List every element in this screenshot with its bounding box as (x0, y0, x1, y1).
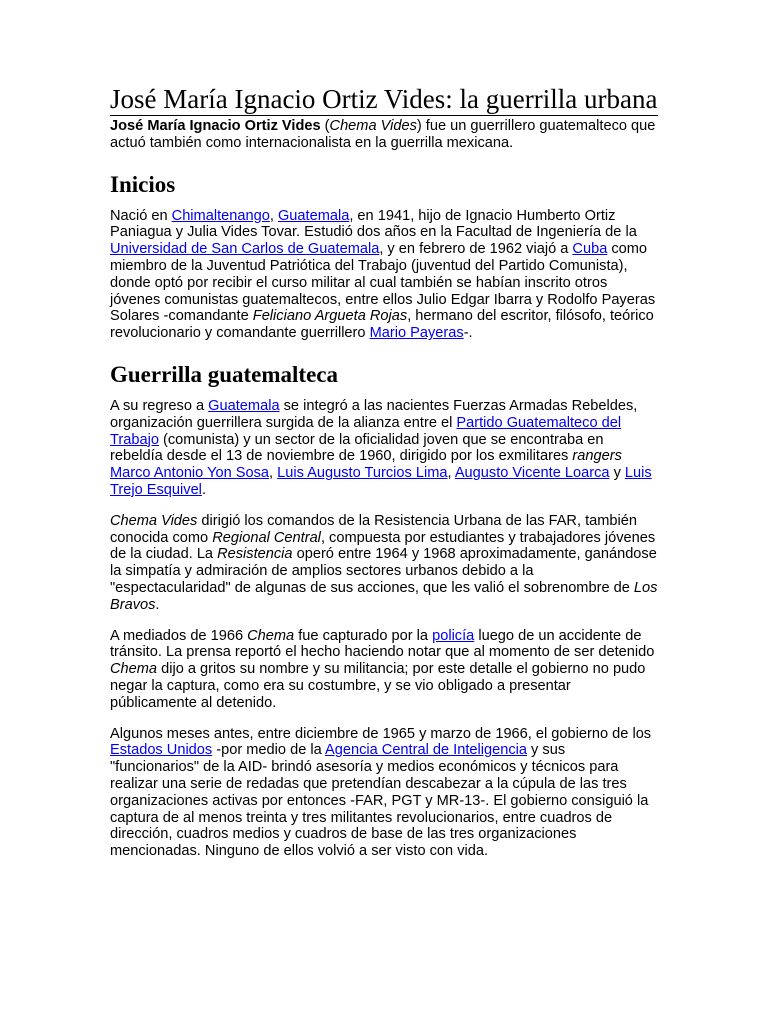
link-mario-payeras[interactable]: Mario Payeras (369, 325, 464, 342)
link-guatemala-2[interactable]: Guatemala (208, 397, 280, 414)
subject-name: José María Ignacio Ortiz Vides (110, 118, 321, 134)
guerrilla-paragraph-1: A su regreso a Guatemala se integró a las nacientes Fuerzas Armadas Rebeldes, organización guerrillera surgida de la alianza entre el Partido Guatemalteco del Trabajo (comunista) y un sector de la oficialidad joven que se encontraba en rebeldía desde el 13 de noviembre de 1960, dirigido por los exmilitares rangers Marco Antonio Yon Sosa, Luis Augusto Turcios Lima, Augusto Vicente Loarca y Luis Trejo Esquivel. (110, 397, 652, 498)
link-guatemala[interactable]: Guatemala (277, 207, 350, 224)
inicios-paragraph: Nació en Chimaltenango, Guatemala, en 1941, hijo de Ignacio Humberto Ortiz Paniagua y Julia Vides Tovar. Estudió dos años en la Facultad de Ingeniería de la Universidad de San Carlos de Guatemala, y en febrero de 1962 viajó a Cuba como miembro de la Juventud Patriótica del Trabajo (juventud del Partido Comunista), donde optó por recibir el curso militar al cual también se habían inscrito otros jóvenes comunistas guatemaltecos, entre ellos Julio Edgar Ibarra y Rodolfo Payeras Solares -comandante Feliciano Argueta Rojas, hermano del escritor, filósofo, teórico revolucionario y comandante guerrillero Mario Payeras-. (110, 207, 656, 342)
guerrilla-paragraph-3: A mediados de 1966 Chema fue capturado por la policía luego de un accidente de tránsito. La prensa reportó el hecho haciendo notar que al momento de ser detenido Chema dijo a gritos su nombre y su militancia; por este detalle el gobierno no pudo negar la captura, como era su costumbre, y se vio obligado a presentar públicamente al detenido. (110, 627, 655, 711)
guerrilla-paragraph-4: Algunos meses antes, entre diciembre de 1965 y marzo de 1966, el gobierno de los Estados Unidos -por medio de la Agencia Central de Inteligencia y sus "funcionarios" de la AID- brindó asesoría y medios económicos y técnicos para realizar una serie de redadas que pretendían descabezar a la cúpula de las tres organizaciones activas por entonces -FAR, PGT y MR-13-. El gobierno consiguió la captura de al menos treinta y tres militantes revolucionarios, entre cuadros de dirección, cuadros medios y cuadros de base de las tres organizaciones mencionadas. Ninguno de ellos volvió a ser visto con vida. (110, 725, 652, 860)
heading-guerrilla: Guerrilla guatemalteca (110, 361, 339, 387)
link-turcios-lima[interactable]: Luis Augusto Turcios Lima (277, 465, 448, 482)
link-vicente-loarca[interactable]: Augusto Vicente Loarca (454, 465, 610, 482)
link-pgt[interactable]: Partido Guatemalteco del Trabajo (110, 414, 622, 448)
link-chimaltenango[interactable]: Chimaltenango (171, 207, 270, 224)
link-yon-sosa[interactable]: Marco Antonio Yon Sosa (110, 465, 270, 482)
page-title: José María Ignacio Ortiz Vides: la guerrilla urbana (110, 84, 658, 114)
article (110, 84, 658, 874)
intro-paragraph: José María Ignacio Ortiz Vides (Chema Vides) fue un guerrillero guatemalteco que actuó también como internacionalista en la guerrilla mexicana. (110, 118, 656, 151)
link-usac[interactable]: Universidad de San Carlos de Guatemala (110, 241, 380, 258)
heading-inicios: Inicios (110, 171, 176, 197)
alias: Chema Vides (329, 118, 417, 134)
link-cuba[interactable]: Cuba (572, 241, 608, 258)
link-cia[interactable]: Agencia Central de Inteligencia (324, 742, 527, 759)
guerrilla-paragraph-2: Chema Vides dirigió los comandos de la Resistencia Urbana de las FAR, también conocida como Regional Central, compuesta por estudiantes y trabajadores jóvenes de la ciudad. La Resistencia operó entre 1964 y 1968 aproximadamente, ganándose la simpatía y admiración de amplios sectores urbanos debido a la "espectacularidad" de algunas de sus acciones, que les valió el sobrenombre de Los Bravos. (110, 512, 658, 613)
link-trejo-esquivel[interactable]: Luis Trejo Esquivel (110, 465, 652, 498)
link-policia[interactable]: policía (432, 627, 475, 644)
link-estados-unidos[interactable]: Estados Unidos (110, 742, 213, 759)
